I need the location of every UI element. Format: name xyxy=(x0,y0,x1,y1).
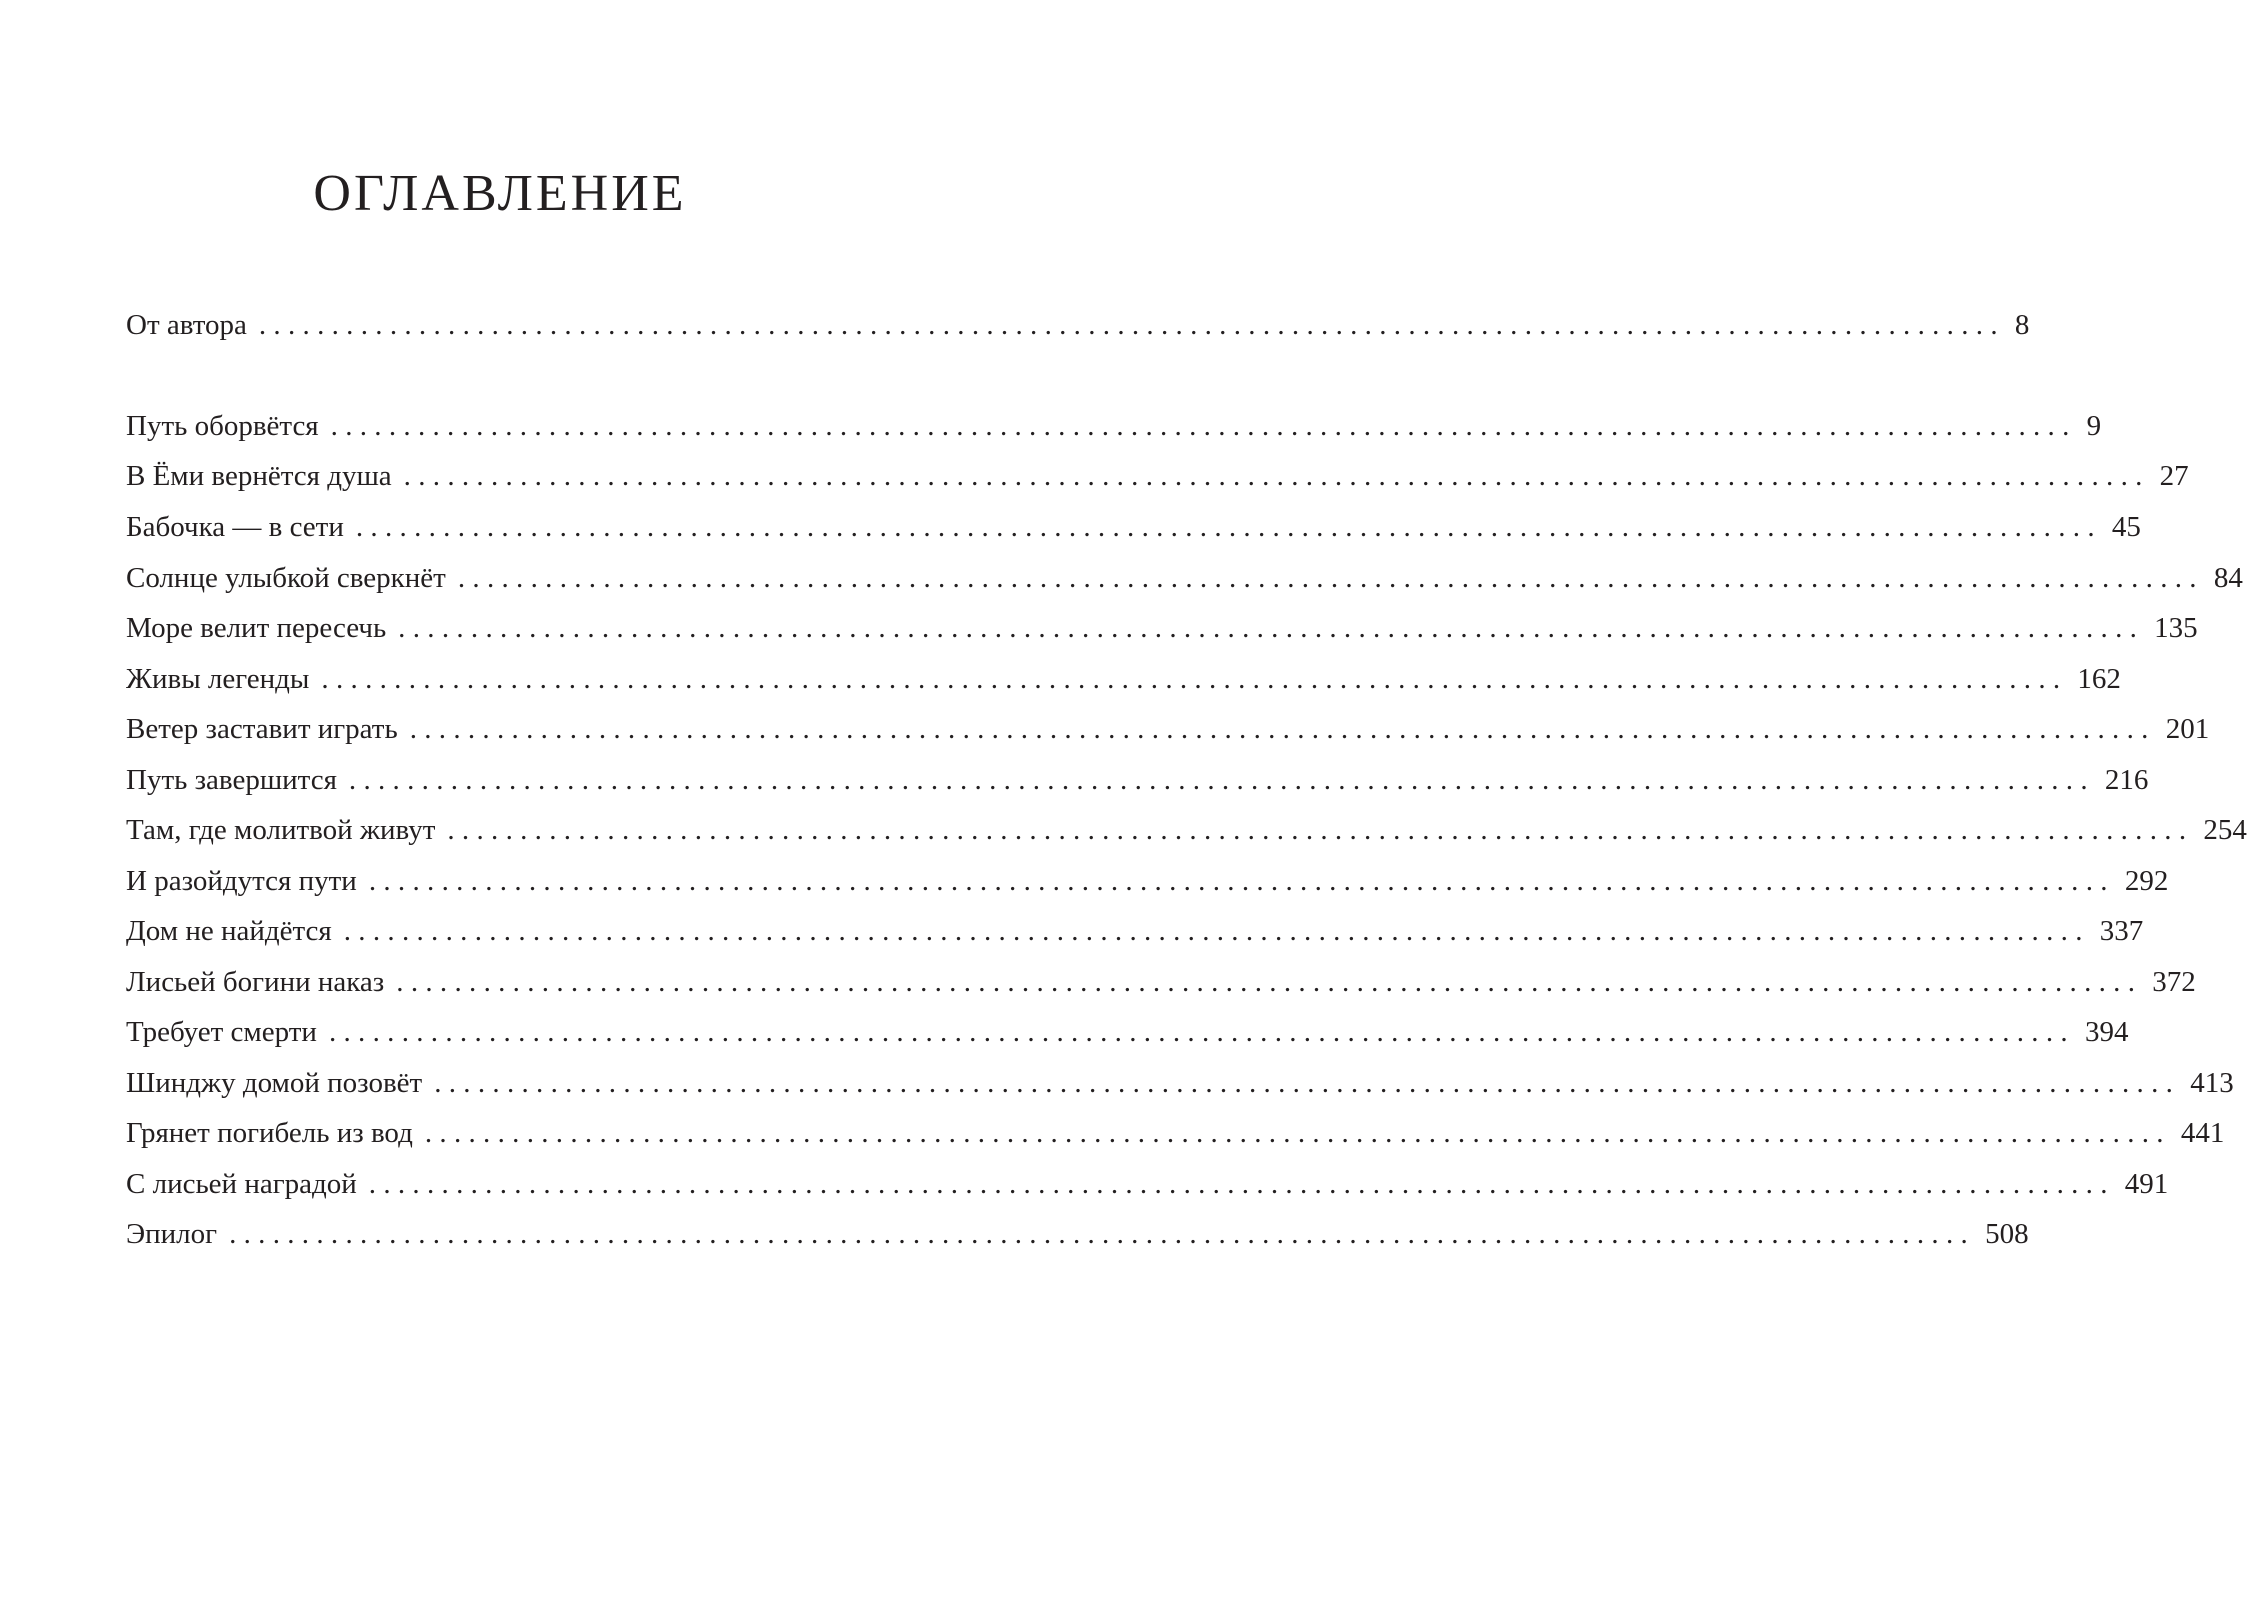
toc-page-number: 84 xyxy=(2213,562,2243,594)
dot-leader: ........................................................................................................................ xyxy=(258,309,2005,341)
toc-page-number: 135 xyxy=(2154,612,2198,644)
dot-leader: ........................................................................................................................ xyxy=(368,1168,2115,1200)
toc-entry-title: Эпилог xyxy=(126,1218,218,1250)
toc-entry-title: Солнце улыбкой сверкнёт xyxy=(126,562,446,594)
toc-entry-title: Живы легенды xyxy=(126,663,310,695)
dot-leader: ........................................................................................................................ xyxy=(348,764,2095,796)
toc-page-number: 201 xyxy=(2165,713,2210,745)
dot-leader: ........................................................................................................................ xyxy=(343,915,2090,947)
dot-leader: ........................................................................................................................ xyxy=(328,1016,2075,1048)
toc-entry xyxy=(126,456,2189,496)
toc-page-number: 394 xyxy=(2084,1016,2129,1048)
toc-entry xyxy=(126,1164,2169,1204)
dot-leader: ........................................................................................................................ xyxy=(434,1067,2181,1099)
toc-entry xyxy=(126,1063,2234,1103)
toc-entry xyxy=(126,558,2243,598)
page-title: ОГЛАВЛЕНИЕ xyxy=(313,165,687,222)
toc-entry-title: Дом не найдётся xyxy=(126,915,332,947)
dot-leader: ........................................................................................................................ xyxy=(321,663,2068,695)
toc-page-number: 413 xyxy=(2190,1067,2234,1099)
toc-page-number: 292 xyxy=(2124,865,2169,897)
toc-page-number: 254 xyxy=(2203,814,2247,846)
toc-page-number: 45 xyxy=(2111,511,2141,543)
toc-entry-title: Там, где молитвой живут xyxy=(126,814,436,846)
toc-entry xyxy=(126,709,2210,749)
dot-leader: ........................................................................................................................ xyxy=(398,612,2145,644)
toc-entry-title: В Ёми вернётся душа xyxy=(126,460,392,492)
toc-entry-title: Грянет погибель из вод xyxy=(126,1117,413,1149)
toc-entry-title: Шинджу домой позовёт xyxy=(126,1067,423,1099)
toc-entry-title: Требует смерти xyxy=(126,1016,317,1048)
toc-entry xyxy=(126,507,2141,547)
dot-leader: ........................................................................................................................ xyxy=(229,1218,1976,1250)
toc-entry-title: И разойдутся пути xyxy=(126,865,357,897)
toc-page-number: 337 xyxy=(2099,915,2144,947)
toc-entry xyxy=(126,810,2247,850)
toc-entry xyxy=(126,406,2102,446)
toc-entry-title: Лисьей богини наказ xyxy=(126,966,385,998)
toc-entry-title: От автора xyxy=(126,309,247,341)
toc-page-number: 9 xyxy=(2086,410,2102,442)
dot-leader: ........................................................................................................................ xyxy=(368,865,2115,897)
toc-page-number: 508 xyxy=(1985,1218,2029,1250)
toc-entry-title: Бабочка — в сети xyxy=(126,511,344,543)
toc-entry xyxy=(126,305,2030,345)
dot-leader: ........................................................................................................................ xyxy=(447,814,2194,846)
dot-leader: ........................................................................................................................ xyxy=(409,713,2156,745)
dot-leader: ........................................................................................................................ xyxy=(355,511,2102,543)
toc-entry xyxy=(126,861,2169,901)
toc-entry xyxy=(126,760,2149,800)
toc-entry xyxy=(126,608,2198,648)
toc-entry xyxy=(126,911,2144,951)
dot-leader: ........................................................................................................................ xyxy=(403,460,2150,492)
toc-page-number: 491 xyxy=(2124,1168,2169,1200)
toc-page-number: 216 xyxy=(2104,764,2149,796)
toc-page-number: 441 xyxy=(2180,1117,2225,1149)
toc-page-number: 8 xyxy=(2014,309,2030,341)
toc-page-number: 27 xyxy=(2159,460,2189,492)
toc-entry-title: Путь оборвётся xyxy=(126,410,319,442)
toc-entry-title: Ветер заставит играть xyxy=(126,713,398,745)
toc-entry xyxy=(126,1113,2225,1153)
dot-leader: ........................................................................................................................ xyxy=(396,966,2143,998)
toc-page-number: 162 xyxy=(2077,663,2121,695)
dot-leader: ........................................................................................................................ xyxy=(424,1117,2171,1149)
dot-leader: ........................................................................................................................ xyxy=(457,562,2204,594)
toc-page-number: 372 xyxy=(2152,966,2196,998)
dot-leader: ........................................................................................................................ xyxy=(330,410,2077,442)
toc-entry xyxy=(126,1214,2029,1254)
toc-entry xyxy=(126,1012,2129,1052)
toc-entry xyxy=(126,962,2196,1002)
toc-entry-title: Путь завершится xyxy=(126,764,337,796)
toc-entry xyxy=(126,659,2121,699)
toc-entry-title: Море велит пересечь xyxy=(126,612,387,644)
toc-entry-title: С лисьей наградой xyxy=(126,1168,357,1200)
